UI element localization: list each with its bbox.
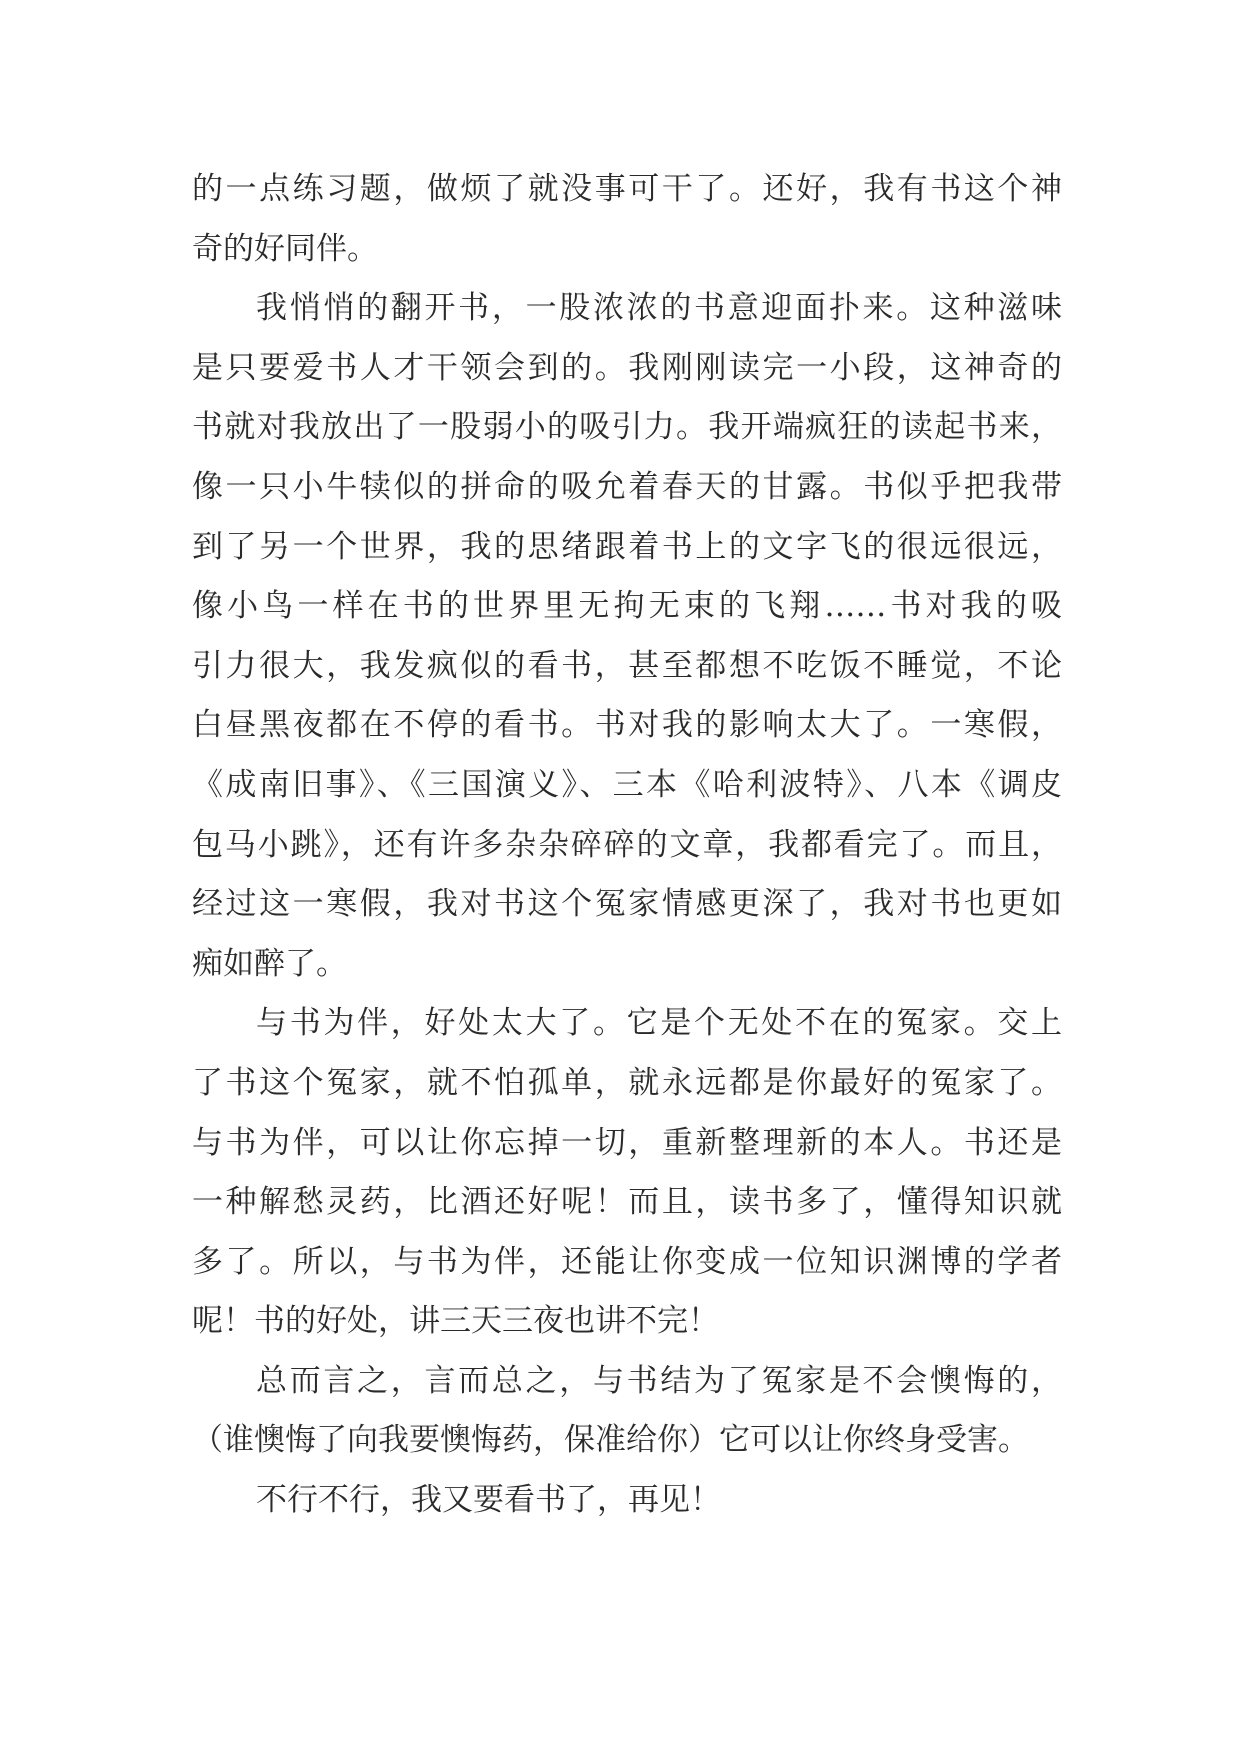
text-line: 像小鸟一样在书的世界里无拘无束的飞翔……书对我的吸 [192, 588, 1062, 625]
paragraph [192, 1352, 1062, 1471]
text-line: 引力很大，我发疯似的看书，甚至都想不吃饭不睡觉，不论 [192, 647, 1062, 684]
paragraph [192, 994, 1062, 1352]
text-line: 了书这个冤家，就不怕孤单，就永远都是你最好的冤家了。 [192, 1064, 1062, 1101]
text-line: 我悄悄的翻开书，一股浓浓的书意迎面扑来。这种滋味 [256, 290, 1062, 327]
text-line: 是只要爱书人才干领会到的。我刚刚读完一小段，这神奇的 [192, 349, 1062, 386]
text-line: 多了。所以，与书为伴，还能让你变成一位知识渊博的学者 [192, 1243, 1062, 1280]
body-text [192, 160, 1062, 1531]
text-line: 与书为伴，好处太大了。它是个无处不在的冤家。交上 [256, 1005, 1062, 1042]
text-line: 总而言之，言而总之，与书结为了冤家是不会懊悔的， [256, 1362, 1062, 1399]
text-line: 痴如醉了。 [192, 945, 347, 982]
paragraph [192, 279, 1062, 994]
text-line: 包马小跳》，还有许多杂杂碎碎的文章，我都看完了。而且， [192, 826, 1062, 863]
paragraph [192, 160, 1062, 279]
text-line: 的一点练习题，做烦了就没事可干了。还好，我有书这个神 [192, 171, 1062, 207]
text-line: 《成南旧事》、《三国演义》、三本《哈利波特》、八本《调皮 [192, 766, 1062, 803]
text-line: 白昼黑夜都在不停的看书。书对我的影响太大了。一寒假， [192, 707, 1062, 744]
text-line: 不行不行，我又要看书了，再见！ [256, 1482, 721, 1519]
text-line: 与书为伴，可以让你忘掉一切，重新整理新的本人。书还是 [192, 1124, 1062, 1161]
text-line: 奇的好同伴。 [192, 230, 378, 267]
text-line: 像一只小牛犊似的拼命的吸允着春天的甘露。书似乎把我带 [192, 468, 1062, 505]
text-line: 一种解愁灵药，比酒还好呢！而且，读书多了，懂得知识就 [192, 1184, 1062, 1221]
text-line: 经过这一寒假，我对书这个冤家情感更深了，我对书也更如 [192, 886, 1062, 923]
text-line: 呢！书的好处，讲三天三夜也讲不完！ [192, 1303, 719, 1340]
text-line: （谁懊悔了向我要懊悔药，保准给你）它可以让你终身受害。 [192, 1422, 1029, 1459]
text-line: 书就对我放出了一股弱小的吸引力。我开端疯狂的读起书来， [192, 409, 1062, 446]
paragraph [192, 1471, 1062, 1531]
text-line: 到了另一个世界，我的思绪跟着书上的文字飞的很远很远， [192, 528, 1062, 565]
